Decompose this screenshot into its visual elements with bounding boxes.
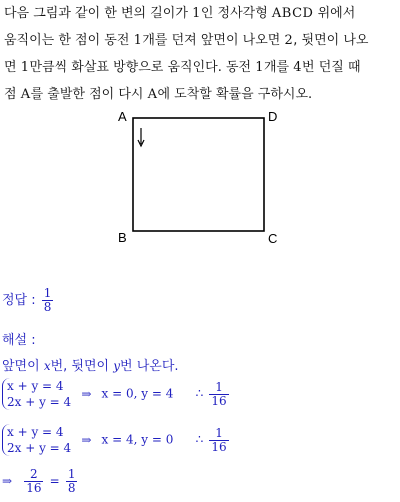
variable-x: x	[43, 359, 51, 373]
text-segment: 에 도착할 확률을 구하시오.	[157, 87, 313, 102]
text-segment: 번, 뒷면이	[50, 359, 114, 374]
equation-system	[2, 424, 71, 456]
equation-line: 2x + y = 4	[7, 395, 72, 409]
fraction-denominator: 16	[211, 439, 227, 454]
problem-line-2	[4, 27, 398, 54]
vertex-label-d: D	[268, 109, 278, 124]
equation-line: x + y = 4	[7, 379, 64, 393]
case-solution: x = 4, y = 0	[101, 432, 174, 447]
square-name: ABCD	[271, 6, 314, 21]
problem-line-4	[4, 81, 398, 108]
solution-label: 해설 :	[2, 333, 36, 348]
math-number: 1	[133, 33, 143, 48]
text-segment: 위에서	[313, 6, 356, 21]
text-segment: , 뒷면이 나오	[293, 33, 369, 48]
fraction-numerator: 1	[215, 379, 223, 394]
text-segment: 다음 그림과 같이 한 변의 길이가	[4, 6, 193, 21]
text-segment: 움직이는 한 점이 동전	[4, 33, 134, 48]
point-label: A	[20, 87, 31, 102]
fraction-numerator: 2	[30, 467, 38, 481]
text-segment: 번 나온다.	[120, 359, 179, 374]
final-fraction-sum	[24, 468, 43, 495]
answer-label: 정답 :	[2, 293, 36, 308]
point-label: A	[147, 87, 158, 102]
vertex-label-a: A	[118, 109, 127, 124]
equation-system	[2, 378, 71, 410]
variable-y: y	[113, 359, 121, 373]
square-abcd	[133, 118, 264, 231]
fraction-numerator: 1	[215, 425, 223, 440]
text-segment: 앞면이	[2, 359, 44, 374]
implies-arrow: ⇒	[81, 386, 92, 401]
math-number: 4	[293, 60, 303, 75]
equation-line: 2x + y = 4	[7, 441, 72, 455]
math-number: 1	[192, 6, 201, 21]
therefore-symbol: ∴	[195, 386, 204, 401]
fraction-denominator: 8	[67, 481, 76, 495]
fraction-numerator: 1	[67, 467, 76, 481]
text-segment: 를 출발한 점이 다시	[30, 87, 148, 102]
fraction-denominator: 16	[26, 481, 42, 495]
therefore-symbol: ∴	[195, 432, 204, 447]
text-segment: 번 던질 때	[302, 60, 361, 75]
answer-fraction	[42, 287, 54, 314]
text-segment: 개를 던져 앞면이 나오면	[142, 33, 285, 48]
square-diagram	[112, 106, 292, 246]
text-segment: 인 정사각형	[200, 6, 272, 21]
case-probability	[209, 381, 228, 408]
final-fraction-result	[66, 468, 78, 495]
case-probability	[209, 427, 228, 454]
equation-line: x + y = 4	[7, 425, 64, 439]
math-number: 1	[20, 60, 30, 75]
text-segment: 만큼씩 화살표 방향으로 움직인다. 동전	[29, 60, 256, 75]
solution-intro	[2, 355, 179, 374]
fraction-denominator: 16	[211, 393, 227, 408]
math-number: 2	[284, 33, 294, 48]
solution-case-2	[2, 424, 231, 456]
implies-arrow: ⇒	[2, 474, 13, 488]
case-solution: x = 0, y = 4	[101, 386, 174, 401]
text-segment: 면	[4, 60, 21, 75]
vertex-label-b: B	[118, 230, 127, 245]
solution-case-1	[2, 378, 231, 410]
implies-arrow: ⇒	[81, 432, 92, 447]
problem-line-3	[4, 54, 398, 81]
fraction-numerator: 1	[43, 286, 52, 300]
equals-sign: =	[49, 474, 60, 488]
answer-line	[2, 287, 55, 314]
text-segment: 점	[4, 87, 21, 102]
fraction-denominator: 8	[43, 300, 52, 314]
problem-line-1	[4, 0, 398, 27]
down-arrow-icon	[138, 128, 144, 146]
solution-final	[2, 468, 79, 495]
math-number: 1	[255, 60, 264, 75]
vertex-label-c: C	[268, 231, 278, 246]
problem-text	[4, 0, 398, 108]
text-segment: 개를	[264, 60, 294, 75]
